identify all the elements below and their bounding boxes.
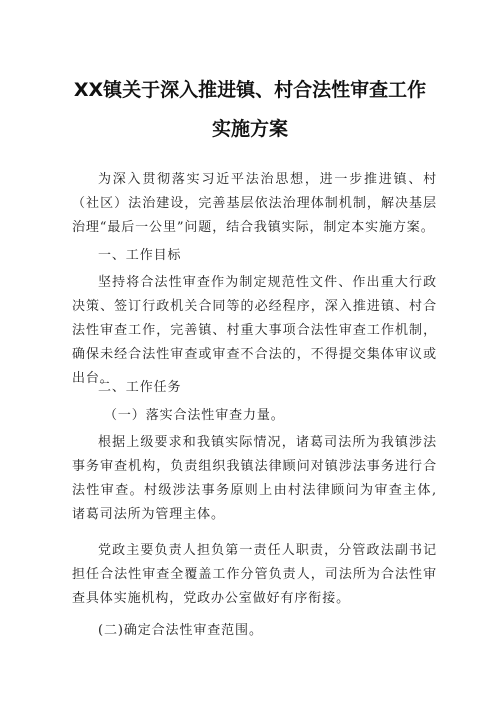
section-heading-tasks: 二、工作任务	[98, 380, 182, 395]
document-title-line-1: XX镇关于深入推进镇、村合法性审查工作	[73, 79, 427, 101]
subsection-heading-review-force: （一）落实合法性审查力量。	[104, 408, 285, 423]
review-force-paragraph-1: 根据上级要求和我镇实际情况，诸葛司法所为我镇涉法事务审查机构，负责组织我镇法律顾问对镇涉法事务进行合法性审查。村级涉法事务原则上由村法律顾问为审查主体,诸葛司法所为管理主体。	[72, 435, 437, 522]
subsection-heading-review-scope: (二)确定合法性审查范围。	[98, 623, 263, 638]
review-force-paragraph-2: 党政主要负责人担负第一责任人职责，分管政法副书记担任合法性审查全覆盖工作分管负责人，司法所为合法性审查具体实施机构，党政办公室做好有序衔接。	[72, 543, 437, 606]
document-title-line-2: 实施方案	[211, 118, 288, 140]
section-heading-goals: 一、工作目标	[98, 248, 182, 263]
intro-paragraph: 为深入贯彻落实习近平法治思想，进一步推进镇、村（社区）法治建设，完善基层依法治理体制机制，解决基层治理“最后一公里”问题，结合我镇实际，制定本实施方案。	[72, 172, 437, 235]
goals-paragraph: 坚持将合法性审查作为制定规范性文件、作出重大行政决策、签订行政机关合同等的必经程序，深入推进镇、村合法性审查工作，完善镇、村重大事项合法性审查工作机制，确保未经合法性审查或审查不合法的，不得提交集体审议或出台。	[72, 275, 437, 386]
